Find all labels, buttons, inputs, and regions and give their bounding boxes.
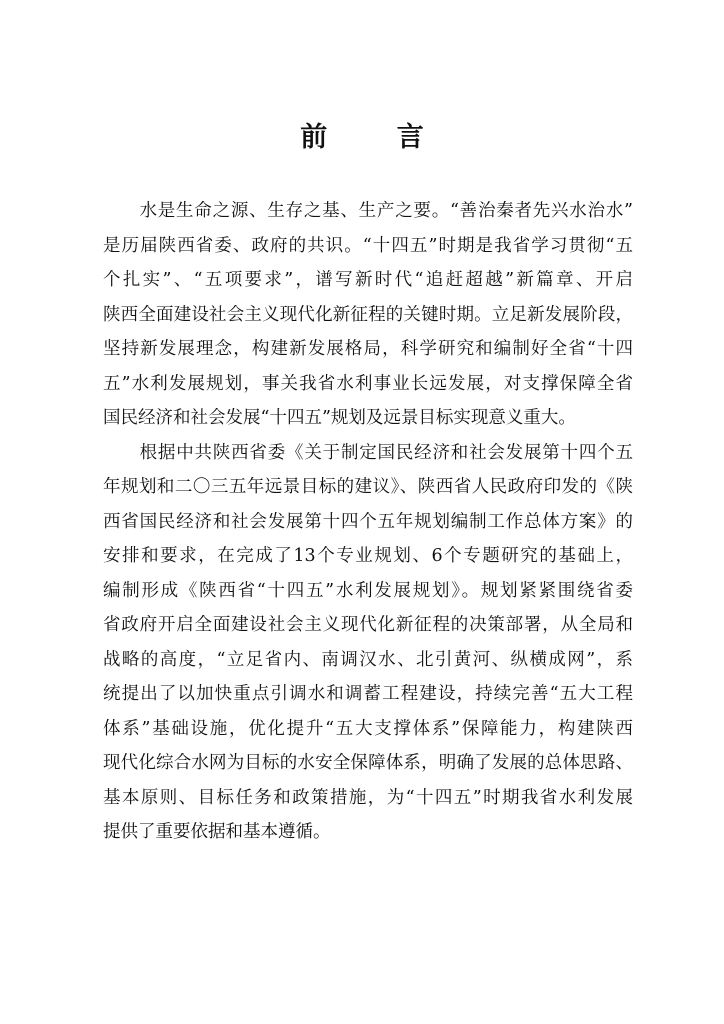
text-line: 战略的高度，“立足省内、南调汉水、北引黄河、纵横成网”，系 xyxy=(103,649,633,670)
text-line: 是历届陕西省委、政府的共识。“十四五”时期是我省学习贯彻“五 xyxy=(103,235,633,256)
text-line: 编制形成《陕西省“十四五”水利发展规划》。规划紧紧围绕省委 xyxy=(103,580,633,601)
page-title: 前 言 xyxy=(300,122,454,153)
text-line: 五”水利发展规划，事关我省水利事业长远发展，对支撑保障全省 xyxy=(103,373,633,394)
text-line: 国民经济和社会发展“十四五”规划及远景目标实现意义重大。 xyxy=(103,408,576,428)
text-line: 水是生命之源、生存之基、生产之要。“善治秦者先兴水治水” xyxy=(103,201,633,221)
text-line: 体系”基础设施，优化提升“五大支撑体系”保障能力，构建陕西 xyxy=(103,718,633,739)
text-line: 现代化综合水网为目标的水安全保障体系，明确了发展的总体思路、 xyxy=(103,753,633,773)
text-line: 年规划和二〇三五年远景目标的建议》、陕西省人民政府印发的《陕 xyxy=(103,477,633,497)
text-line: 提供了重要依据和基本遵循。 xyxy=(103,822,331,842)
preface-body xyxy=(103,194,633,850)
text-line: 省政府开启全面建设社会主义现代化新征程的决策部署，从全局和 xyxy=(103,615,633,635)
text-line: 个扎实”、“五项要求”，谱写新时代“追赶超越”新篇章、开启 xyxy=(103,270,633,290)
text-line: 坚持新发展理念，构建新发展格局，科学研究和编制好全省“十四 xyxy=(103,339,633,359)
text-line: 陕西全面建设社会主义现代化新征程的关键时期。立足新发展阶段， xyxy=(103,304,633,325)
text-line: 基本原则、目标任务和政策措施，为“十四五”时期我省水利发展 xyxy=(103,787,633,808)
text-line: 根据中共陕西省委《关于制定国民经济和社会发展第十四个五 xyxy=(103,442,633,463)
text-line: 安排和要求，在完成了13个专业规划、6个专题研究的基础上， xyxy=(103,546,633,566)
text-line: 统提出了以加快重点引调水和调蓄工程建设，持续完善“五大工程 xyxy=(103,684,633,704)
text-line: 西省国民经济和社会发展第十四个五年规划编制工作总体方案》的 xyxy=(103,511,633,532)
